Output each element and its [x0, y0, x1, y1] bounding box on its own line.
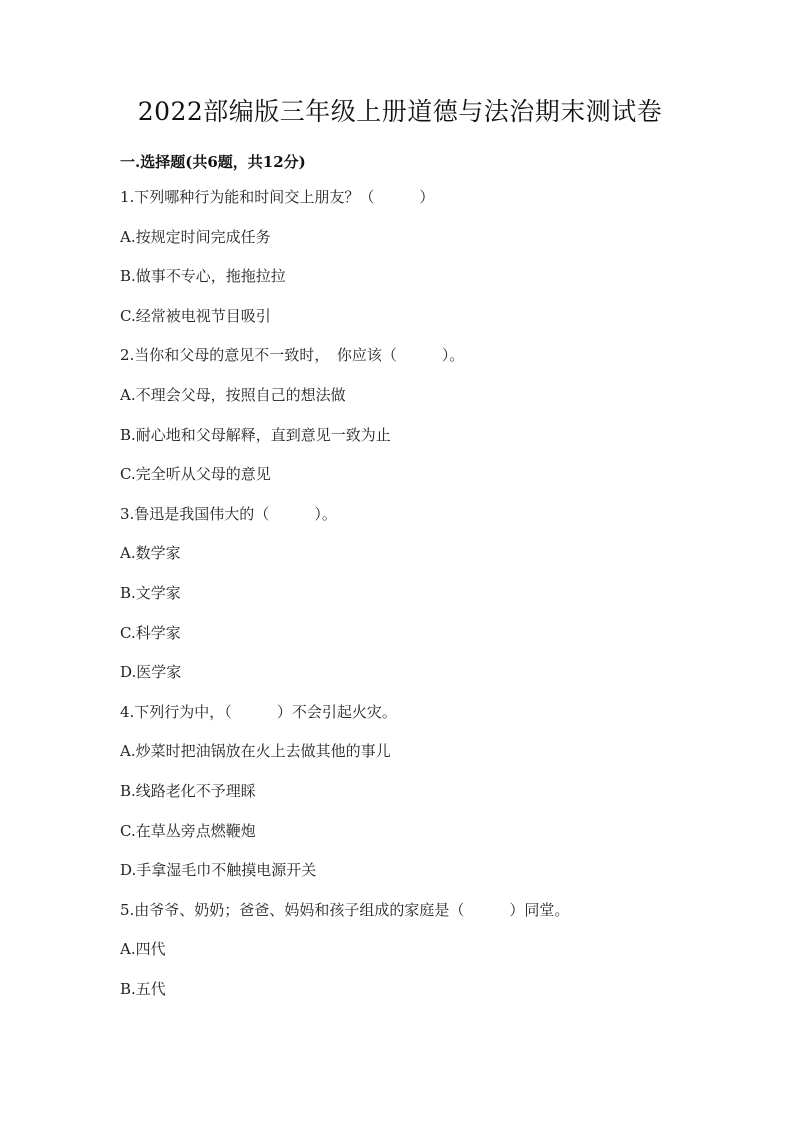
answer-option: B.做事不专心，拖拖拉拉 [120, 267, 286, 286]
question-stem: 3.鲁迅是我国伟大的（ ）。 [120, 504, 337, 523]
answer-option: D.医学家 [120, 663, 182, 682]
answer-option: A.按规定时间完成任务 [120, 227, 271, 246]
answer-option: C.在草丛旁点燃鞭炮 [120, 821, 256, 840]
question-stem: 5.由爷爷、奶奶；爸爸、妈妈和孩子组成的家庭是（ ）同堂。 [120, 900, 570, 919]
question-stem: 2.当你和父母的意见不一致时， 你应该（ ）。 [120, 346, 465, 365]
answer-option: A.不理会父母，按照自己的想法做 [120, 385, 346, 404]
answer-option: B.五代 [120, 979, 166, 998]
page-title: 2022部编版三年级上册道德与法治期末测试卷 [137, 97, 663, 126]
question-stem: 4.下列行为中，（ ）不会引起火灾。 [120, 702, 397, 721]
answer-option: A.数学家 [120, 544, 181, 563]
question-list [120, 184, 720, 1015]
answer-option: B.线路老化不予理睬 [120, 781, 256, 800]
answer-option: C.完全听从父母的意见 [120, 465, 271, 484]
answer-option: A.四代 [120, 940, 166, 959]
answer-option: B.文学家 [120, 583, 181, 602]
answer-option: B.耐心地和父母解释，直到意见一致为止 [120, 425, 391, 444]
answer-option: C.经常被电视节目吸引 [120, 306, 271, 325]
answer-option: A.炒菜时把油锅放在火上去做其他的事儿 [120, 742, 391, 761]
answer-option: D.手拿湿毛巾不触摸电源开关 [120, 861, 317, 880]
section-heading: 一.选择题(共6题，共12分) [120, 153, 306, 171]
question-stem: 1.下列哪种行为能和时间交上朋友？（ ） [120, 188, 435, 206]
answer-option: C.科学家 [120, 623, 181, 642]
